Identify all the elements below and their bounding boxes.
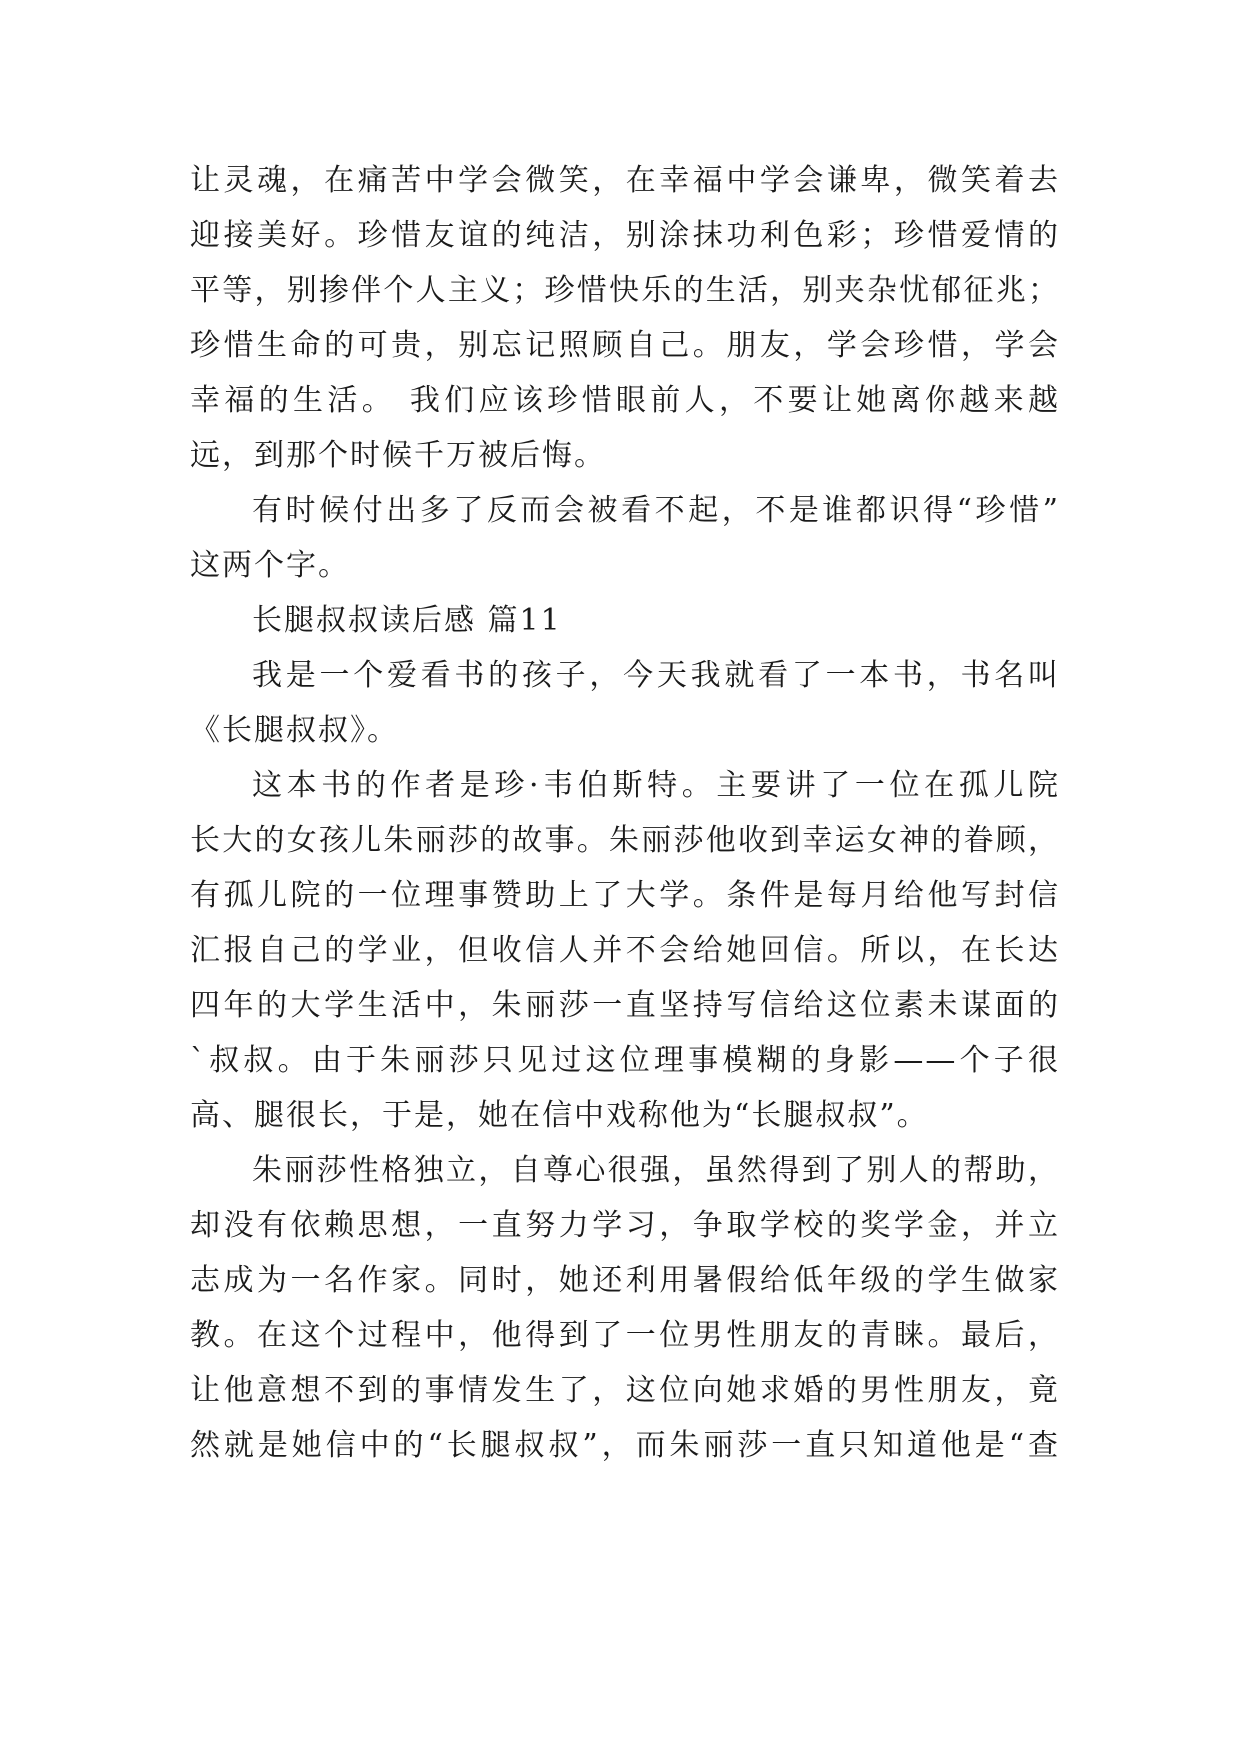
text-line: 志成为一名作家。同时，她还利用暑假给低年级的学生做家 (190, 1263, 1060, 1298)
paragraph-1 (190, 153, 1060, 483)
text-line: `叔叔。由于朱丽莎只见过这位理事模糊的身影——个子很 (190, 1043, 1060, 1078)
text-line: 有时候付出多了反而会被看不起，不是谁都识得“珍惜” (252, 493, 1060, 528)
section-title: 长腿叔叔读后感 篇11 (252, 603, 562, 638)
paragraph-2 (190, 483, 1060, 593)
paragraph-4 (190, 648, 1060, 758)
paragraph-5 (190, 758, 1060, 1143)
text-line: 汇报自己的学业，但收信人并不会给她回信。所以，在长达 (190, 933, 1060, 968)
text-line: 教。在这个过程中，他得到了一位男性朋友的青睐。最后， (190, 1318, 1060, 1353)
paragraph-6 (190, 1143, 1060, 1473)
text-line: 四年的大学生活中，朱丽莎一直坚持写信给这位素未谋面的 (190, 988, 1060, 1023)
text-line: 高、腿很长，于是，她在信中戏称他为“长腿叔叔”。 (190, 1098, 929, 1133)
text-line: 我是一个爱看书的孩子，今天我就看了一本书，书名叫 (252, 658, 1060, 693)
text-line: 幸福的生活。 我们应该珍惜眼前人，不要让她离你越来越 (190, 383, 1060, 418)
text-line: 朱丽莎性格独立，自尊心很强，虽然得到了别人的帮助， (252, 1153, 1060, 1188)
text-line: 有孤儿院的一位理事赞助上了大学。条件是每月给他写封信 (190, 878, 1060, 913)
text-line: 《长腿叔叔》。 (190, 713, 399, 748)
text-line: 让他意想不到的事情发生了，这位向她求婚的男性朋友，竟 (190, 1373, 1060, 1408)
text-line: 让灵魂，在痛苦中学会微笑，在幸福中学会谦卑，微笑着去 (190, 163, 1060, 198)
section-heading (190, 593, 1060, 648)
text-line: 长大的女孩儿朱丽莎的故事。朱丽莎他收到幸运女神的眷顾， (190, 823, 1060, 858)
text-line: 远，到那个时候千万被后悔。 (190, 438, 606, 473)
text-line: 然就是她信中的“长腿叔叔”，而朱丽莎一直只知道他是“查 (190, 1428, 1060, 1463)
text-line: 平等，别掺伴个人主义；珍惜快乐的生活，别夹杂忧郁征兆； (190, 273, 1060, 308)
text-line: 这本书的作者是珍·韦伯斯特。主要讲了一位在孤儿院 (252, 768, 1060, 803)
text-line: 迎接美好。珍惜友谊的纯洁，别涂抹功利色彩；珍惜爱情的 (190, 218, 1060, 253)
text-line: 这两个字。 (190, 548, 350, 583)
text-line: 珍惜生命的可贵，别忘记照顾自己。朋友，学会珍惜，学会 (190, 328, 1060, 363)
text-line: 却没有依赖思想，一直努力学习，争取学校的奖学金，并立 (190, 1208, 1060, 1243)
document-body (190, 153, 1060, 1473)
